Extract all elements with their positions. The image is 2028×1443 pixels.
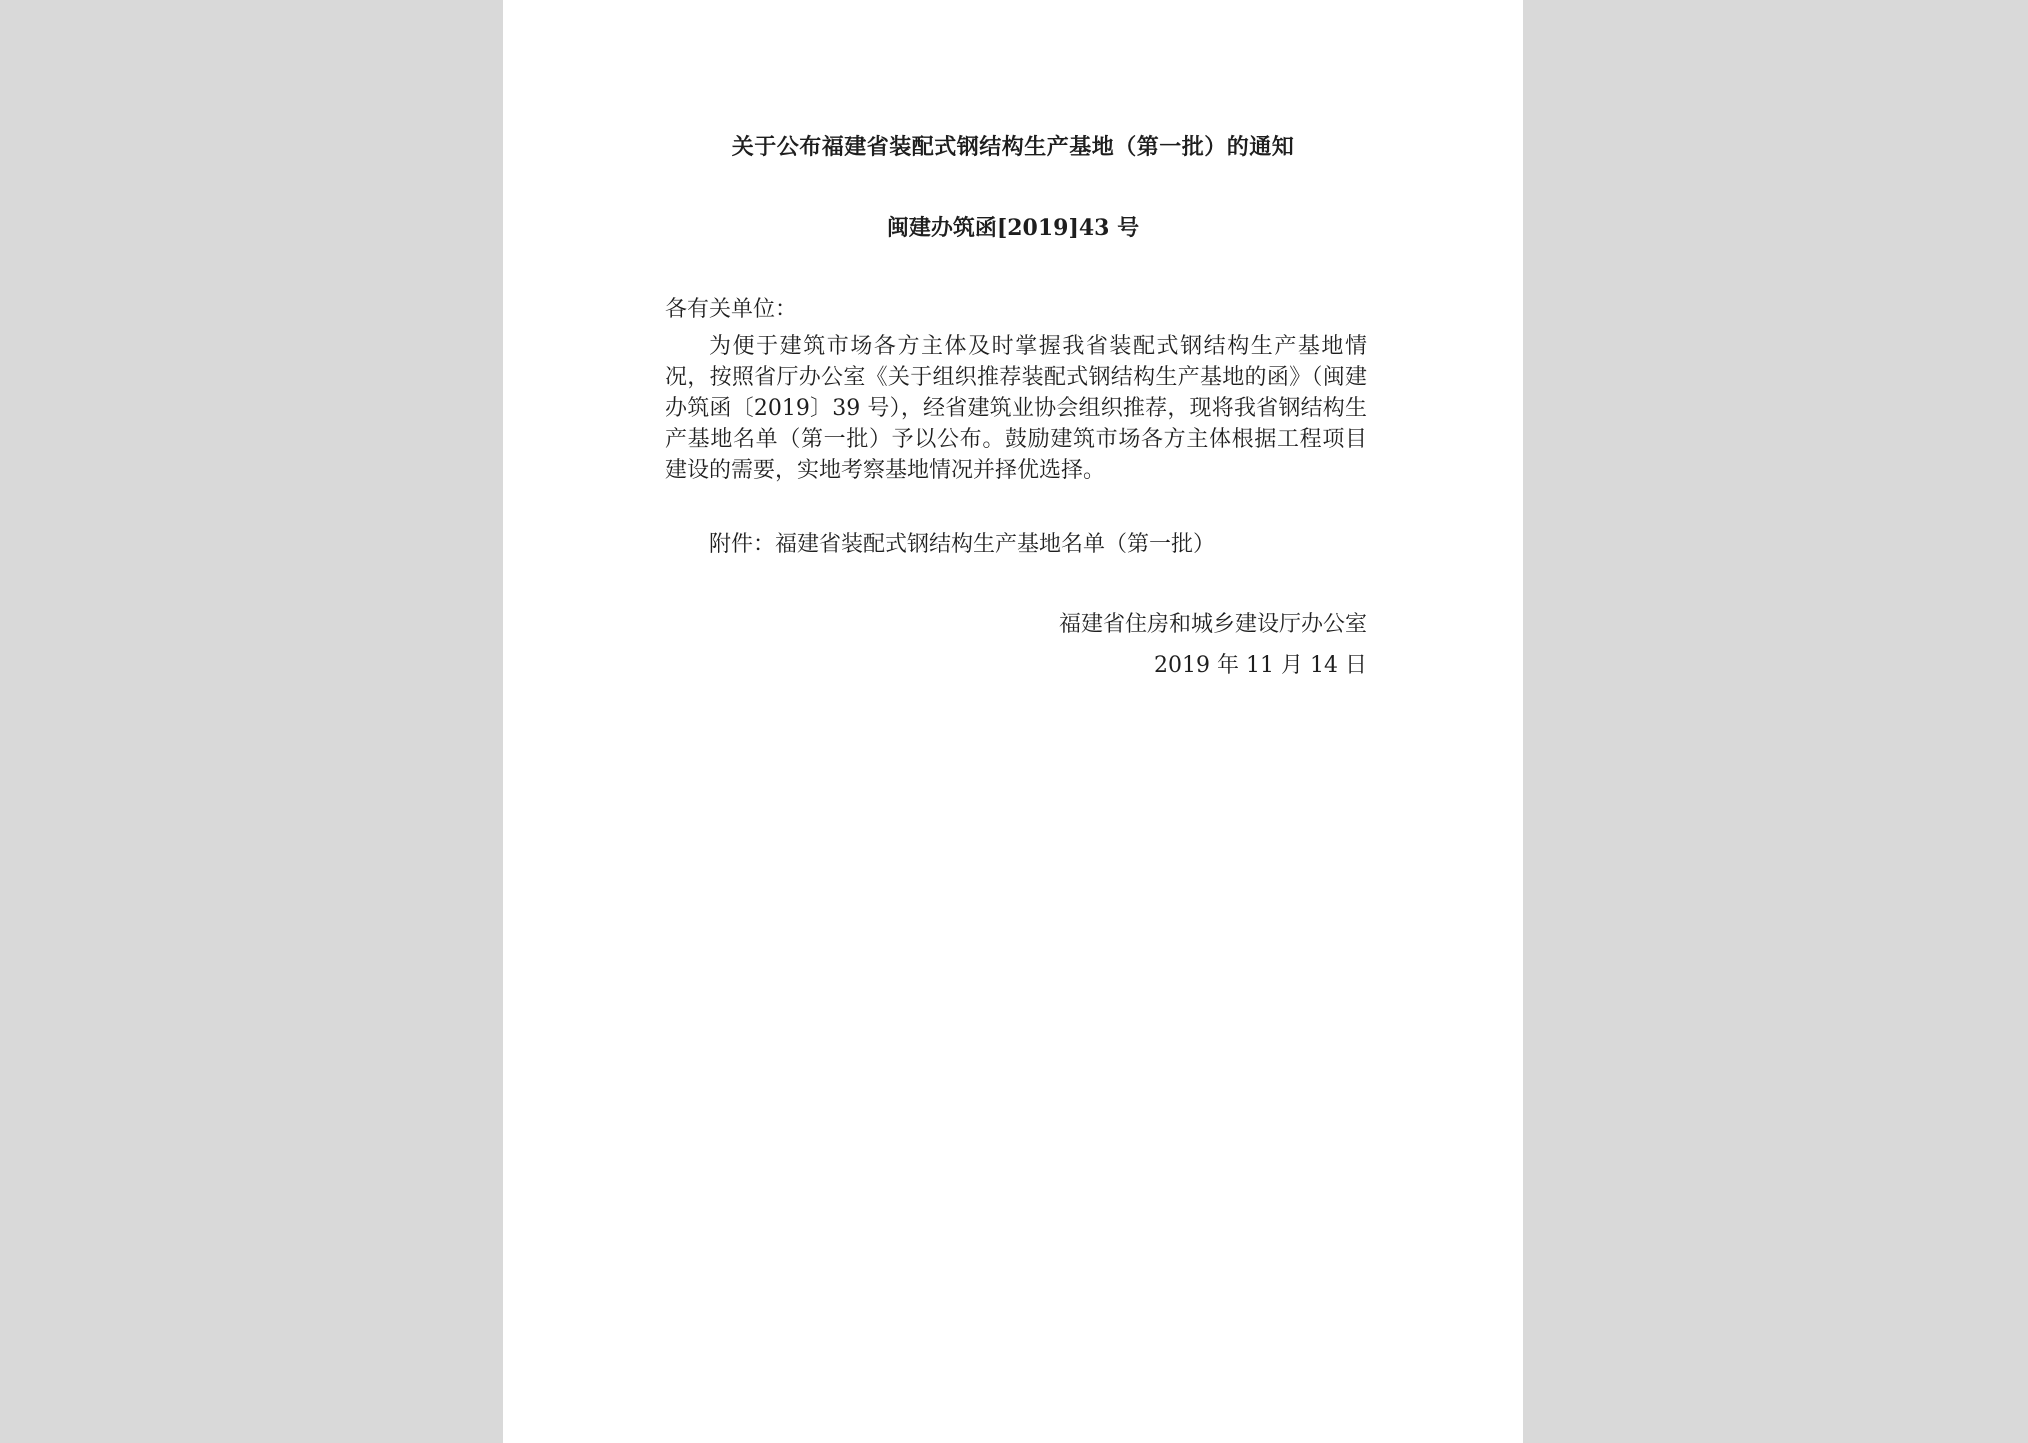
salutation: 各有关单位： xyxy=(665,297,798,322)
attachment-line: 附件：福建省装配式钢结构生产基地名单（第一批） xyxy=(709,532,1216,557)
document-page xyxy=(503,0,1523,1443)
issue-date: 2019 年 11 月 14 日 xyxy=(1154,653,1367,678)
signer: 福建省住房和城乡建设厅办公室 xyxy=(1058,612,1367,637)
document-title: 关于公布福建省装配式钢结构生产基地（第一批）的通知 xyxy=(731,134,1295,160)
document-number: 闽建办筑函[2019]43 号 xyxy=(886,215,1140,241)
body-paragraph: 为便于建筑市场各方主体及时掌握我省装配式钢结构生产基地情况，按照省厅办公室《关于组织推荐装配式钢结构生产基地的函》（闽建办筑函〔2019〕39 号），经省建筑业协会组织推荐，现将我省钢结构生产基地名单（第一批）予以公布。鼓励建筑市场各方主体根据工程项目建设的需要，实地考察基地情况并择优选择。 xyxy=(665,334,1367,483)
